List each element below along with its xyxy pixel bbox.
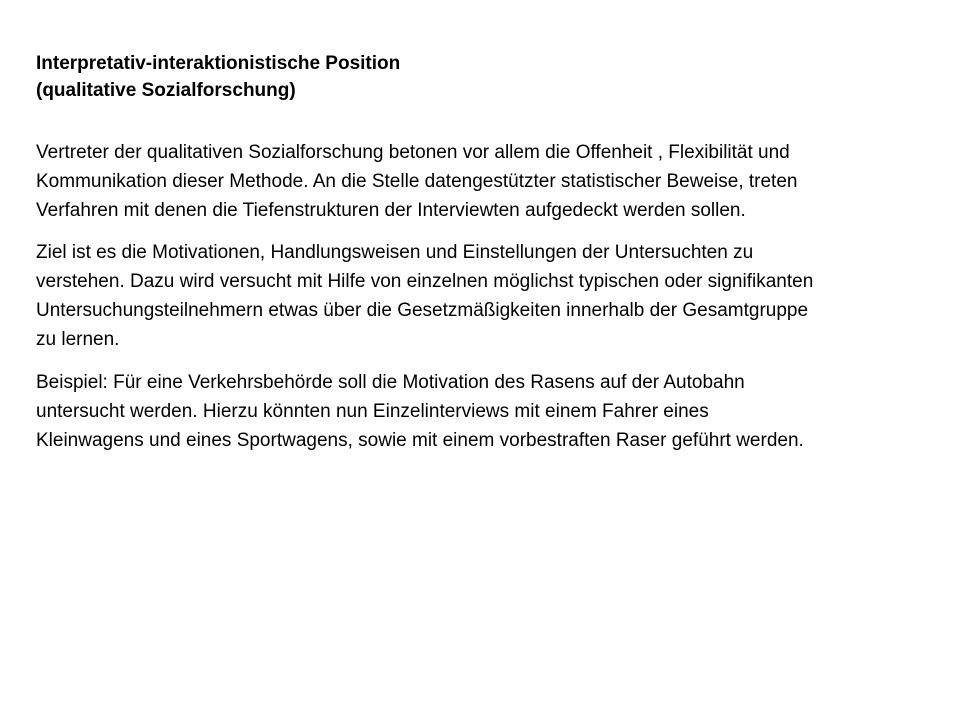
paragraph-line: verstehen. Dazu wird versucht mit Hilfe von einzelnen möglichst typischen oder signifikanten xyxy=(36,271,814,292)
paragraph-line: Vertreter der qualitativen Sozialforschung betonen vor allem die Offenheit , Flexibilität und xyxy=(36,142,790,163)
paragraph-vertreter xyxy=(36,138,936,225)
paragraph-line: untersucht werden. Hierzu könnten nun Einzelinterviews mit einem Fahrer eines xyxy=(36,401,709,422)
paragraph-line: Kommunikation dieser Methode. An die Stelle datengestützter statistischer Beweise, treten xyxy=(36,171,798,192)
paragraph-line: Untersuchungsteilnehmern etwas über die Gesetzmäßigkeiten innerhalb der Gesamtgruppe xyxy=(36,300,809,321)
paragraph-line: Verfahren mit denen die Tiefenstrukturen der Interviewten aufgedeckt werden sollen. xyxy=(36,200,746,221)
paragraph-line: Kleinwagens und eines Sportwagens, sowie mit einem vorbestraften Raser geführt werden. xyxy=(36,430,804,451)
title-line: (qualitative Sozialforschung) xyxy=(36,80,296,101)
slide-title xyxy=(36,50,896,104)
paragraph-line: Beispiel: Für eine Verkehrsbehörde soll die Motivation des Rasens auf der Autobahn xyxy=(36,372,745,393)
paragraph-beispiel xyxy=(36,368,936,455)
paragraph-ziel xyxy=(36,238,936,354)
paragraph-line: Ziel ist es die Motivationen, Handlungsweisen und Einstellungen der Untersuchten zu xyxy=(36,242,754,263)
title-line: Interpretativ-interaktionistische Position xyxy=(36,53,401,74)
paragraph-line: zu lernen. xyxy=(36,329,120,350)
